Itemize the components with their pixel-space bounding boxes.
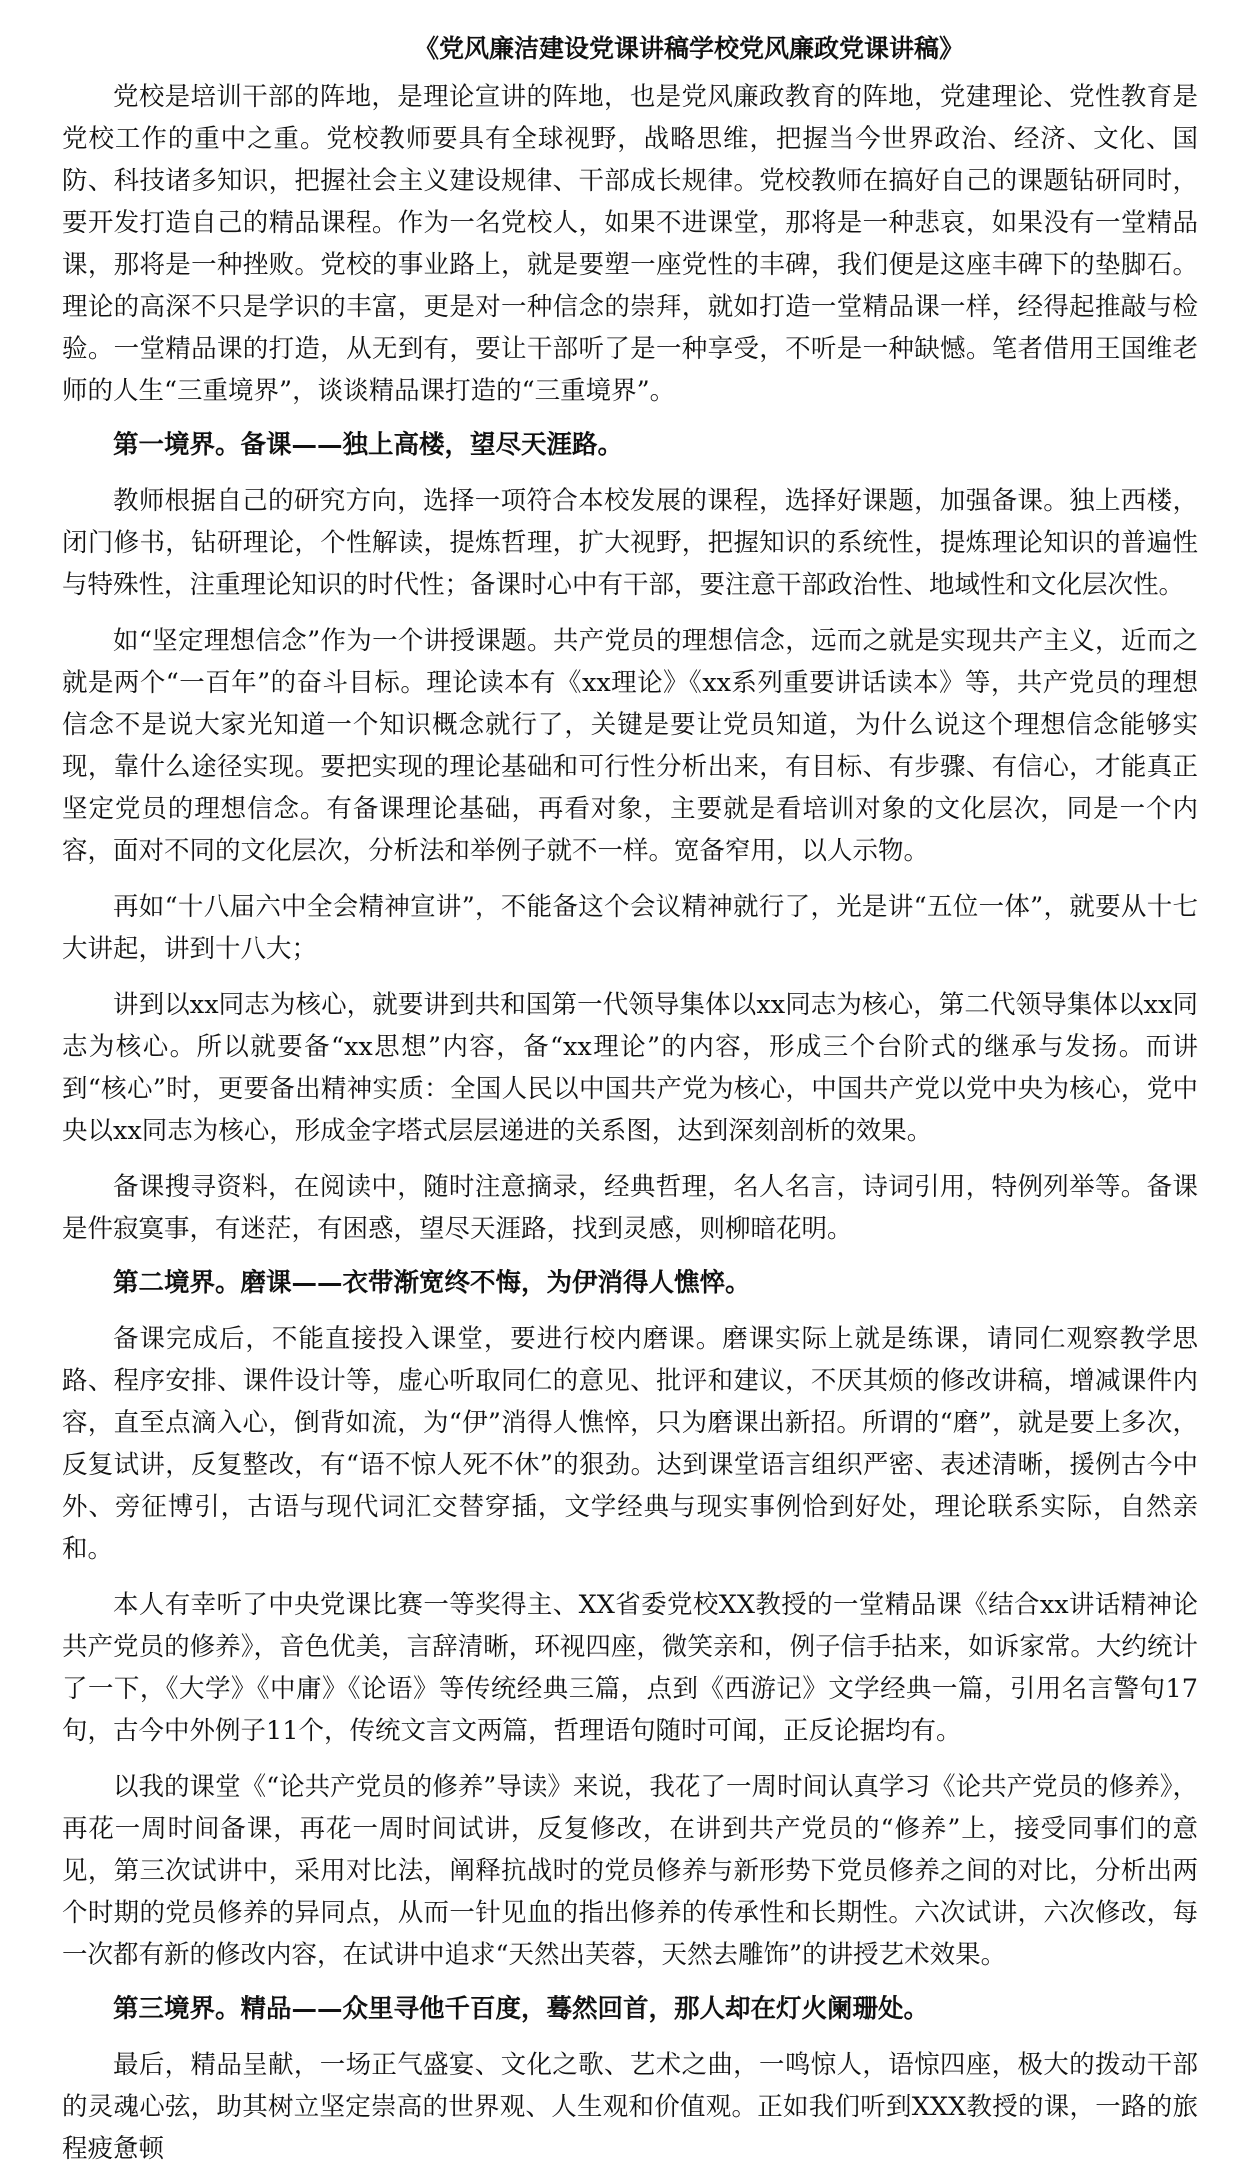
paragraph-6: 备课完成后，不能直接投入课堂，要进行校内磨课。磨课实际上就是练课，请同仁观察教学思路、程序安排、课件设计等，虚心听取同仁的意见、批评和建议，不厌其烦的修改讲稿，增减课件内容，直至点滴入心，倒背如流，为“伊”消得人憔悴，只为磨课出新招。所谓的“磨”，就是要上多次，反复试讲，反复整改，有“语不惊人死不休”的狠劲。达到课堂语言组织严密、表述清晰，援例古今中外、旁征博引，古语与现代词汇交替穿插，文学经典与现实事例恰到好处，理论联系实际，自然亲和。 [62, 1324, 1198, 1564]
section-heading-2: 第二境界。磨课——衣带渐宽终不悔，为伊消得人憔悴。 [113, 1268, 751, 1298]
section-heading-3: 第三境界。精品——众里寻他千百度，蓦然回首，那人却在灯火阑珊处。 [113, 1994, 930, 2024]
section-heading-1: 第一境界。备课——独上高楼，望尽天涯路。 [113, 430, 624, 460]
document-title: 《党风廉洁建设党课讲稿学校党风廉政党课讲稿》 [413, 34, 964, 63]
document-page [62, 32, 1198, 2184]
paragraph-7: 本人有幸听了中央党课比赛一等奖得主、XX省委党校XX教授的一堂精品课《结合xx讲话精神论共产党员的修养》，音色优美，言辞清晰，环视四座，微笑亲和，例子信手拈来，如诉家常。大约统计了一下，《大学》《中庸》《论语》等传统经典三篇，点到《西游记》文学经典一篇，引用名言警句17句，古今中外例子11个，传统文言文两篇，哲理语句随时可闻，正反论据均有。 [62, 1590, 1198, 1746]
paragraph-2: 如“坚定理想信念”作为一个讲授课题。共产党员的理想信念，远而之就是实现共产主义，近而之就是两个“一百年”的奋斗目标。理论读本有《xx理论》《xx系列重要讲话读本》等，共产党员的理想信念不是说大家光知道一个知识概念就行了，关键是要让党员知道，为什么说这个理想信念能够实现，靠什么途径实现。要把实现的理论基础和可行性分析出来，有目标、有步骤、有信心，才能真正坚定党员的理想信念。有备课理论基础，再看对象，主要就是看培训对象的文化层次，同是一个内容，面对不同的文化层次，分析法和举例子就不一样。宽备窄用，以人示物。 [62, 626, 1198, 866]
paragraph-3: 再如“十八届六中全会精神宣讲”，不能备这个会议精神就行了，光是讲“五位一体”，就要从十七大讲起，讲到十八大； [62, 892, 1198, 964]
paragraph-9: 最后，精品呈献，一场正气盛宴、文化之歌、艺术之曲，一鸣惊人，语惊四座，极大的拨动干部的灵魂心弦，助其树立坚定崇高的世界观、人生观和价值观。正如我们听到XXX教授的课，一路的旅程疲惫顿 [62, 2050, 1198, 2164]
paragraph-4: 讲到以xx同志为核心，就要讲到共和国第一代领导集体以xx同志为核心，第二代领导集体以xx同志为核心。所以就要备“xx思想”内容，备“xx理论”的内容，形成三个台阶式的继承与发扬。而讲到“核心”时，更要备出精神实质：全国人民以中国共产党为核心，中国共产党以党中央为核心，党中央以xx同志为核心，形成金字塔式层层递进的关系图，达到深刻剖析的效果。 [62, 990, 1198, 1146]
paragraph-1: 教师根据自己的研究方向，选择一项符合本校发展的课程，选择好课题，加强备课。独上西楼，闭门修书，钻研理论，个性解读，提炼哲理，扩大视野，把握知识的系统性，提炼理论知识的普遍性与特殊性，注重理论知识的时代性；备课时心中有干部，要注意干部政治性、地域性和文化层次性。 [62, 486, 1198, 600]
intro-paragraph: 党校是培训干部的阵地，是理论宣讲的阵地，也是党风廉政教育的阵地，党建理论、党性教育是党校工作的重中之重。党校教师要具有全球视野，战略思维，把握当今世界政治、经济、文化、国防、科技诸多知识，把握社会主义建设规律、干部成长规律。党校教师在搞好自己的课题钻研同时，要开发打造自己的精品课程。作为一名党校人，如果不进课堂，那将是一种悲哀，如果没有一堂精品课，那将是一种挫败。党校的事业路上，就是要塑一座党性的丰碑，我们便是这座丰碑下的垫脚石。理论的高深不只是学识的丰富，更是对一种信念的崇拜，就如打造一堂精品课一样，经得起推敲与检验。一堂精品课的打造，从无到有，要让干部听了是一种享受，不听是一种缺憾。笔者借用王国维老师的人生“三重境界”，谈谈精品课打造的“三重境界”。 [62, 82, 1198, 406]
paragraph-8: 以我的课堂《“论共产党员的修养”导读》来说，我花了一周时间认真学习《论共产党员的修养》，再花一周时间备课，再花一周时间试讲，反复修改，在讲到共产党员的“修养”上，接受同事们的意见，第三次试讲中，采用对比法，阐释抗战时的党员修养与新形势下党员修养之间的对比，分析出两个时期的党员修养的异同点，从而一针见血的指出修养的传承性和长期性。六次试讲，六次修改，每一次都有新的修改内容，在试讲中追求“天然出芙蓉，天然去雕饰”的讲授艺术效果。 [62, 1772, 1198, 1970]
paragraph-5: 备课搜寻资料，在阅读中，随时注意摘录，经典哲理，名人名言，诗词引用，特例列举等。备课是件寂寞事，有迷茫，有困惑，望尽天涯路，找到灵感，则柳暗花明。 [62, 1172, 1198, 1244]
